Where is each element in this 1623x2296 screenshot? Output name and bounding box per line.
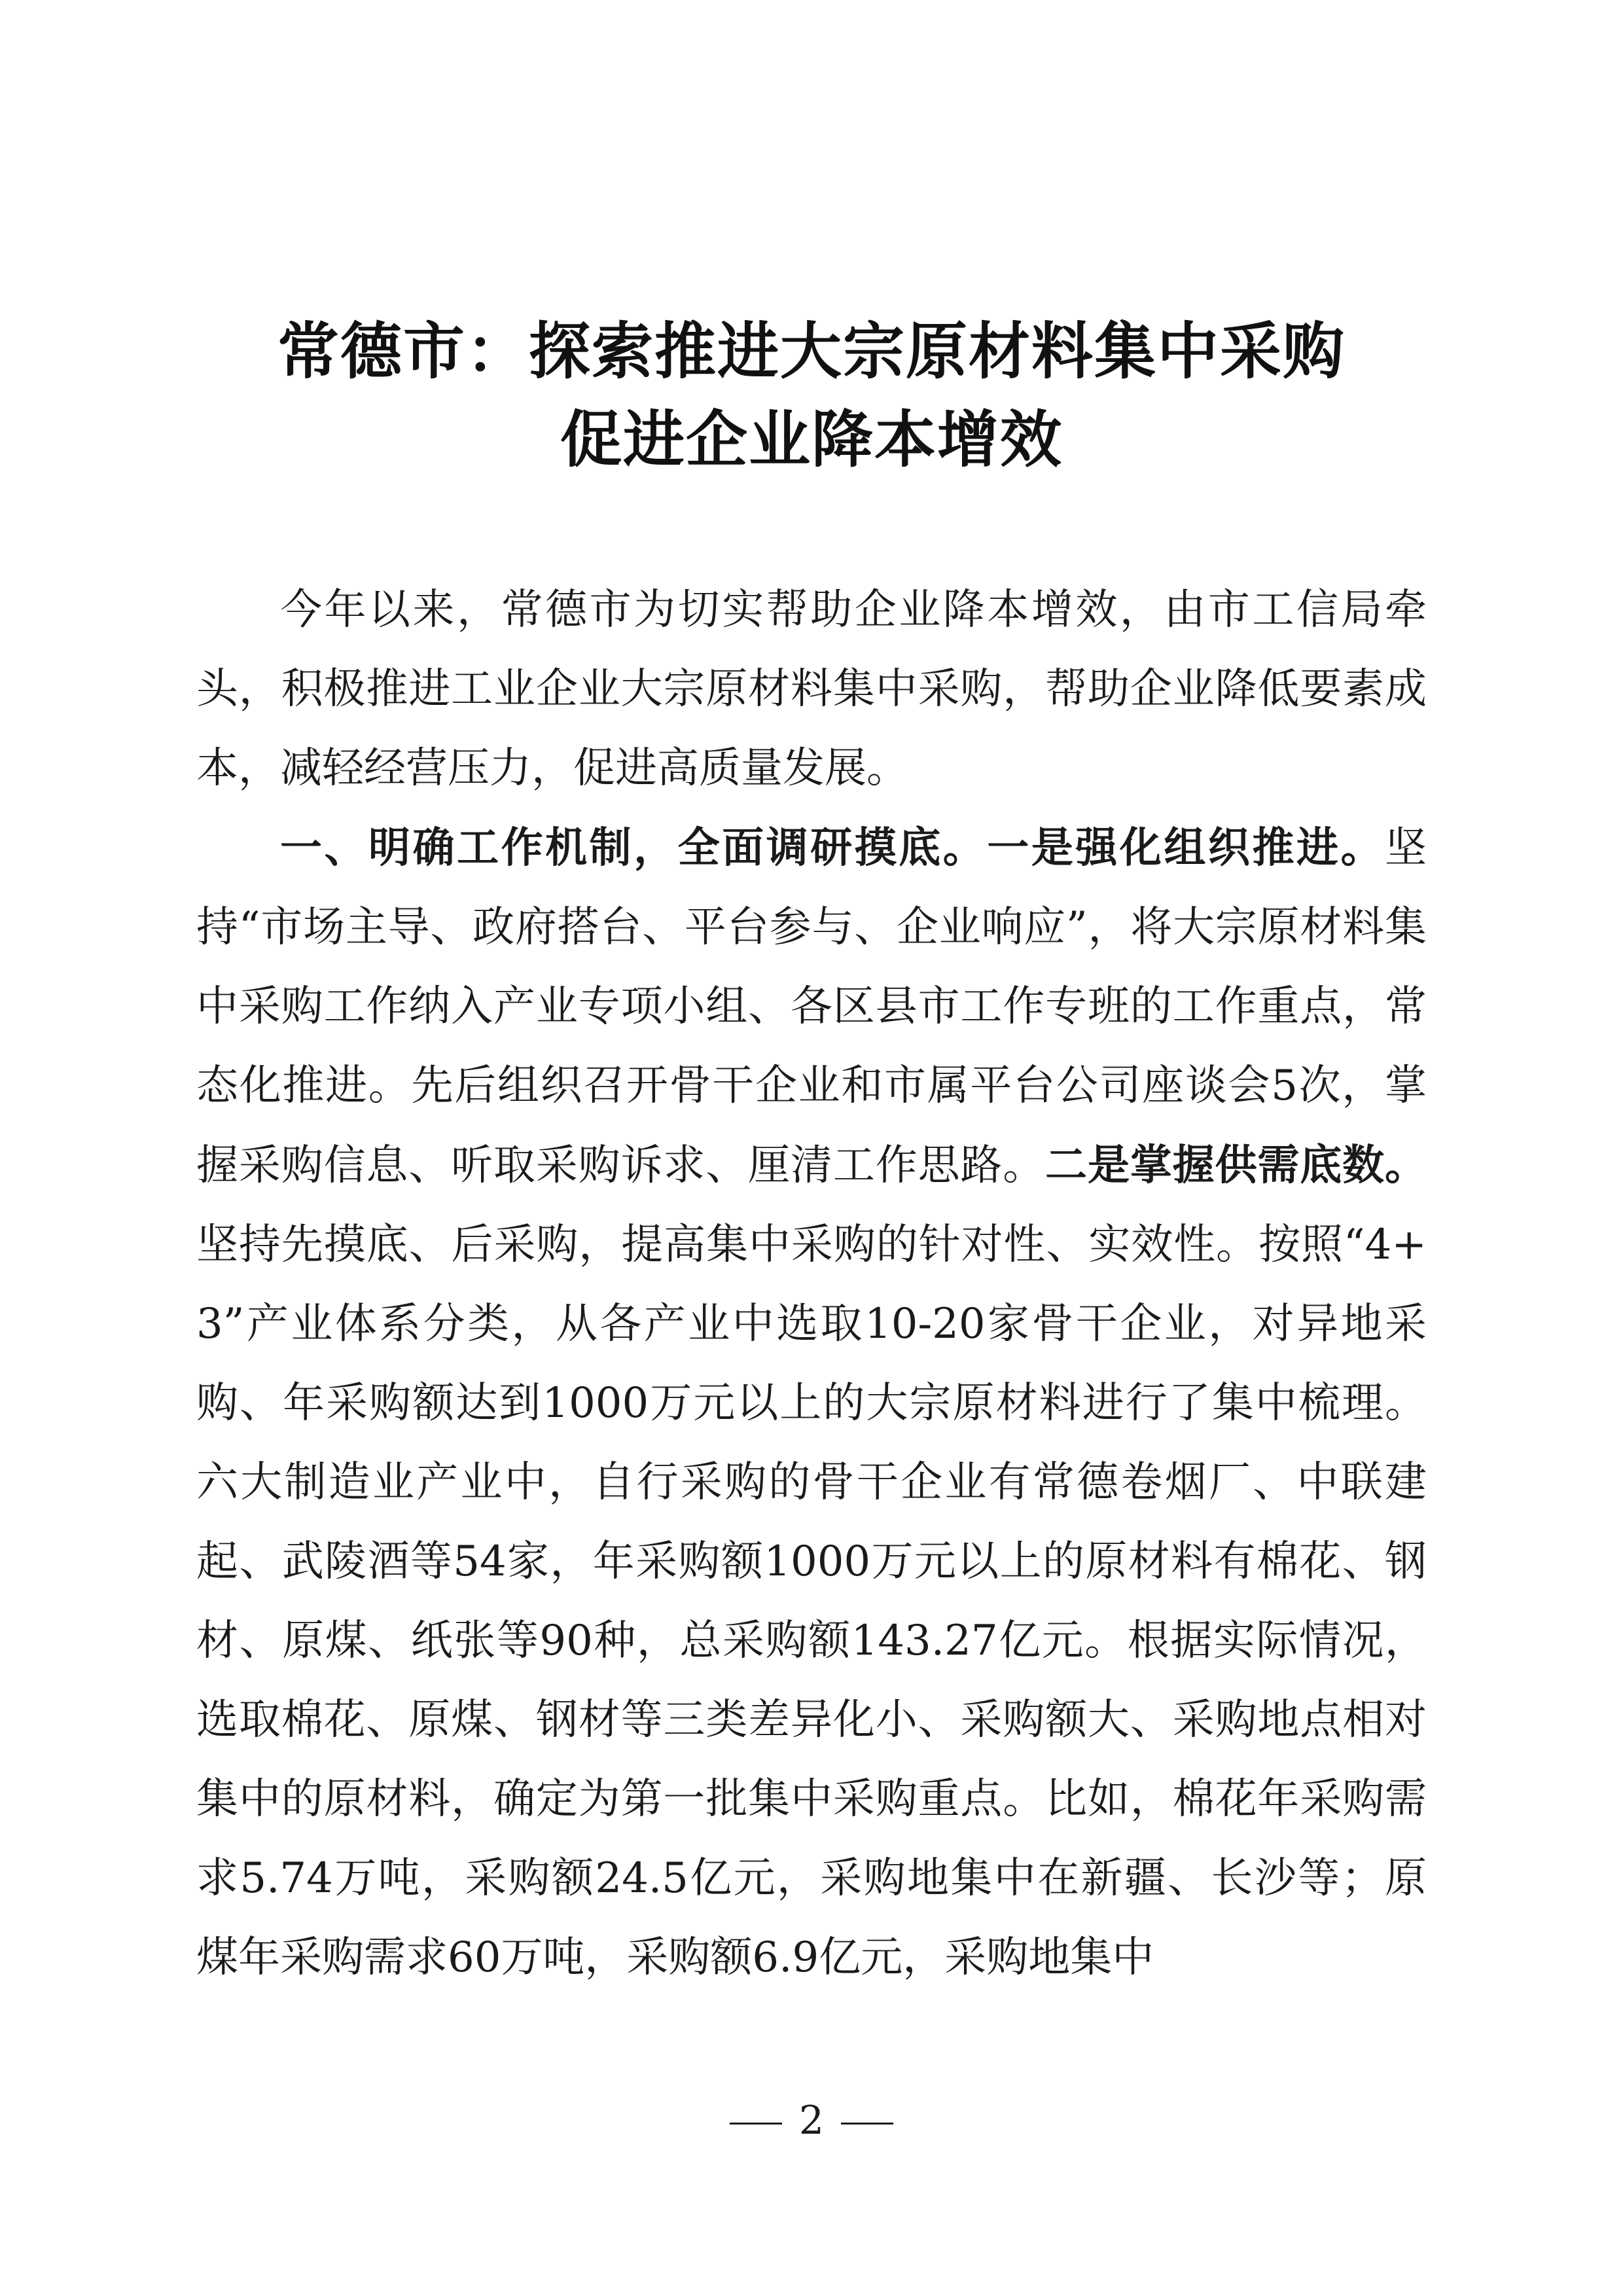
section-1-heading: 一、明确工作机制，全面调研摸底。 xyxy=(280,824,988,872)
point-2-text: 坚持先摸底、后采购，提高集中采购的针对性、实效性。按照“4+3”产业体系分类，从各产业中选取10-20家骨干企业，对异地采购、年采购额达到1000万元以上的大宗原材料进行了集中梳理。六大制造业产业中，自行采购的骨干企业有常德卷烟厂、中联建起、武陵酒等54家，年采购额1000万元以上的原材料有棉花、钢材、原煤、纸张等90种，总采购额143.27亿元。根据实际情况，选取棉花、原煤、钢材等三类差异化小、采购额大、采购地点相对集中的原材料，确定为第一批集中采购重点。比如，棉花年采购需求5.74万吨，采购额24.5亿元，采购地集中在新疆、长沙等；原煤年采购需求60万吨，采购额6.9亿元，采购地集中 xyxy=(196,1221,1427,1982)
point-1-label: 一是强化组织推进。 xyxy=(987,823,1385,872)
page-number-value: 2 xyxy=(798,2098,825,2144)
page-number-dash-left xyxy=(730,2123,782,2125)
section-1-paragraph xyxy=(196,808,1427,1998)
document-body xyxy=(196,571,1427,1998)
point-1-text: 坚持“市场主导、政府搭台、平台参与、企业响应”，将大宗原材料集中采购工作纳入产业专项小组、各区县市工作专班的工作重点，常态化推进。先后组织召开骨干企业和市属平台公司座谈会5次，掌握采购信息、听取采购诉求、厘清工作思路。 xyxy=(196,824,1427,1190)
title-line-2: 促进企业降本增效 xyxy=(560,404,1063,476)
document-title xyxy=(0,308,1623,484)
page-number xyxy=(0,2094,1623,2147)
page-number-dash-right xyxy=(841,2123,893,2125)
intro-paragraph: 今年以来，常德市为切实帮助企业降本增效，由市工信局牵头，积极推进工业企业大宗原材料集中采购，帮助企业降低要素成本，减轻经营压力，促进高质量发展。 xyxy=(196,586,1427,793)
point-2-label: 二是掌握供需底数。 xyxy=(1045,1141,1427,1190)
title-line-1: 常德市：探索推进大宗原材料集中采购 xyxy=(277,316,1346,387)
